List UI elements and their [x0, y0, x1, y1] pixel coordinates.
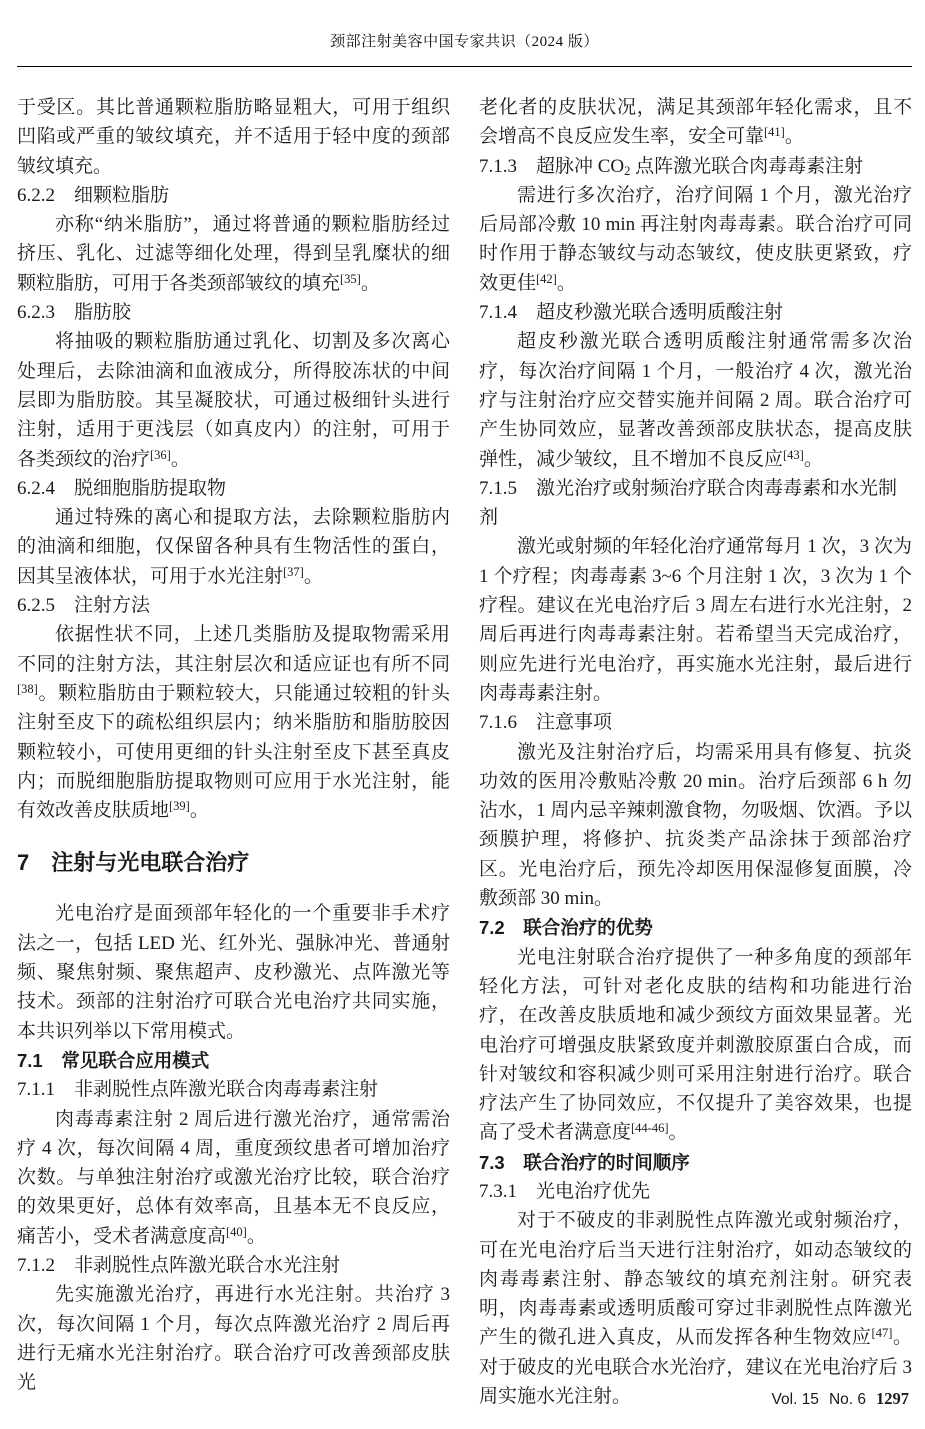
text-run: 。: [803, 448, 823, 470]
text-run: 将抽吸的颗粒脂肪通过乳化、切割及多次离心处理后，去除油滴和血液成分，所得胶冻状的中间层即为脂肪胶。其呈凝胶状，可通过极细针头进行注射，适用于更浅层（如真皮内）的注射，可用于各类颈纹的治疗: [17, 331, 450, 470]
text-run: 肉毒毒素注射 2 周后进行激光治疗，通常需治疗 4 次，每次间隔 4 周，重度颈纹患者可增加治疗次数。与单独注射治疗或激光治疗比较，联合治疗的效果更好，总体有效率高，且基本无不良反应，痛苦小，受术者满意度高: [17, 1108, 450, 1247]
subsection-heading: [17, 298, 450, 327]
text-run: 7.1.2 非剥脱性点阵激光联合水光注射: [17, 1254, 341, 1276]
subsection-heading: [17, 1075, 450, 1104]
text-run: 对于不破皮的非剥脱性点阵激光或射频治疗，可在光电治疗后当天进行注射治疗，如动态皱纹的肉毒毒素注射、静态皱纹的填充剂注射。研究表明，肉毒毒素或透明质酸可穿过非剥脱性点阵激光产生的微孔进入真皮，从而发挥各种生物效应: [479, 1210, 912, 1349]
paragraph: [17, 93, 450, 181]
text-run: 。: [556, 272, 576, 294]
subsection-heading: [479, 1177, 912, 1206]
text-run: 亦称“纳米脂肪”，通过将普通的颗粒脂肪经过挤压、乳化、过滤等细化处理，得到呈乳糜状的细颗粒脂肪，可用于各类颈部皱纹的填充: [17, 214, 450, 294]
text-run: 老化者的皮肤状况，满足其颈部年轻化需求，且不会增高不良反应发生率，安全可靠: [479, 97, 912, 148]
reference-marker: [41]: [764, 125, 785, 140]
text-run: 需进行多次治疗，治疗间隔 1 个月，激光治疗后局部冷敷 10 min 再注射肉毒毒素。联合治疗可同时作用于静态皱纹与动态皱纹，使皮肤更紧致，疗效更佳: [479, 184, 912, 294]
subsection-heading-bold: [479, 913, 912, 942]
text-run: 光电治疗是面颈部年轻化的一个重要非手术疗法之一，包括 LED 光、红外光、强脉冲光、普通射频、聚焦射频、聚焦超声、皮秒激光、点阵激光等技术。颈部的注射治疗可联合光电治疗共同实施，本共识列举以下常用模式。: [17, 903, 450, 1042]
text-run: 点阵激光联合肉毒毒素注射: [630, 155, 864, 177]
text-run: 6.2.2 细颗粒脂肪: [17, 184, 170, 206]
text-run: 依据性状不同，上述几类脂肪及提取物需采用不同的注射方法，其注射层次和适应证也有所不同: [17, 624, 450, 675]
text-run: 于受区。其比普通颗粒脂肪略显粗大，可用于组织凹陷或严重的皱纹填充，并不适用于轻中度的颈部皱纹填充。: [17, 97, 450, 177]
text-run: 。: [668, 1122, 688, 1144]
text-run: 。对于破皮的光电联合水光治疗，建议在光电治疗后 3 周实施水光注射。: [479, 1327, 912, 1408]
text-run: 先实施激光治疗，再进行水光注射。共治疗 3 次，每次间隔 1 个月，每次点阵激光治疗 2 周后再进行无痛水光注射治疗。联合治疗可改善颈部皮肤光: [17, 1284, 450, 1394]
right-column: [479, 93, 912, 1411]
text-run: 。: [170, 448, 190, 470]
text-run: 7.1 常见联合应用模式: [17, 1049, 210, 1071]
subscript: 2: [624, 163, 631, 178]
text-run: 光电注射联合治疗提供了一种多角度的颈部年轻化方法，可针对老化皮肤的结构和功能进行治疗，在改善皮肤质地和减少颈纹方面效果显著。光电治疗可增强皮肤紧致度并刺激胶原蛋白合成，而针对皱纹和容积减少则可采用注射进行治疗。联合疗法产生了协同效应，不仅提升了美容效果，也提高了受术者满意度: [479, 946, 912, 1144]
volume-label: Vol. 15: [771, 1391, 819, 1408]
paragraph: [479, 738, 912, 914]
subsection-heading: [17, 1251, 450, 1280]
article-body: [17, 93, 912, 1411]
text-run: 。: [189, 800, 209, 822]
subsection-heading: [17, 591, 450, 620]
reference-marker: [38]: [17, 681, 38, 696]
text-run: 。: [246, 1225, 266, 1247]
reference-marker: [44-46]: [631, 1121, 669, 1136]
reference-marker: [37]: [283, 564, 304, 579]
paragraph: [479, 943, 912, 1148]
issue-label: No. 6: [828, 1391, 866, 1408]
paragraph: [17, 899, 450, 1045]
header-rule: [17, 66, 912, 67]
text-run: 超皮秒激光联合透明质酸注射通常需多次治疗，每次治疗间隔 1 个月，一般治疗 4 次，激光治疗与注射治疗应交替实施并间隔 2 周。联合治疗可产生协同效应，显著改善颈部皮肤状态，提高皮肤弹性，减少皱纹，且不增加不良反应: [479, 331, 912, 470]
text-run: 7.3.1 光电治疗优先: [479, 1180, 651, 1202]
subsection-heading: [17, 474, 450, 503]
paragraph: [479, 181, 912, 298]
paragraph: [479, 327, 912, 473]
reference-marker: [39]: [169, 799, 190, 814]
reference-marker: [42]: [536, 271, 557, 286]
left-column: [17, 93, 450, 1411]
text-run: 6.2.3 脂肪胶: [17, 302, 132, 324]
text-run: 通过特殊的离心和提取方法，去除颗粒脂肪内的油滴和细胞，仅保留各种具有生物活性的蛋白，因其呈液体状，可用于水光注射: [17, 507, 450, 587]
subsection-heading-bold: [479, 1148, 912, 1177]
page-number: 1297: [876, 1389, 909, 1408]
reference-marker: [43]: [783, 447, 804, 462]
text-run: 激光或射频的年轻化治疗通常每月 1 次，3 次为 1 个疗程；肉毒毒素 3~6 个月注射 1 次，3 次为 1 个疗程。建议在光电治疗后 3 周左右进行水光注射，2 周后再进行肉毒毒素注射。若希望当天完成治疗，则应先进行光电治疗，再实施水光注射，最后进行肉毒毒素注射。: [479, 536, 912, 704]
running-title: 颈部注射美容中国专家共识（2024 版）: [330, 34, 599, 50]
text-run: 。: [360, 272, 380, 294]
paragraph: [17, 327, 450, 473]
text-run: 7.1.3 超脉冲 CO: [479, 155, 625, 177]
subsection-heading: [479, 152, 912, 181]
subsection-heading-bold: [17, 1046, 450, 1075]
subsection-heading: [479, 474, 912, 533]
text-run: 7.1.5 激光治疗或射频治疗联合肉毒毒素和水光制剂: [479, 477, 898, 529]
text-run: 6.2.5 注射方法: [17, 595, 151, 617]
text-run: 7.1.1 非剥脱性点阵激光联合肉毒毒素注射: [17, 1079, 379, 1101]
subsection-heading: [17, 181, 450, 210]
paragraph: [479, 532, 912, 708]
text-run: 。: [784, 126, 804, 148]
paragraph: [17, 210, 450, 298]
paragraph: [17, 1280, 450, 1397]
text-run: 7.1.6 注意事项: [479, 712, 613, 734]
text-run: 。: [303, 565, 323, 587]
reference-marker: [36]: [150, 447, 171, 462]
text-run: 。颗粒脂肪由于颗粒较大，只能通过较粗的针头注射至皮下的疏松组织层内；纳米脂肪和脂肪胶因颗粒较小，可使用更细的针头注射至皮下甚至真皮内；而脱细胞脂肪提取物则可应用于水光注射，能有效改善皮肤质地: [17, 682, 450, 822]
paragraph: [17, 503, 450, 591]
reference-marker: [40]: [226, 1224, 247, 1239]
text-run: 6.2.4 脱细胞脂肪提取物: [17, 477, 227, 499]
paragraph: [17, 1105, 450, 1251]
reference-marker: [47]: [871, 1326, 893, 1341]
paragraph: [479, 93, 912, 152]
page-header: [17, 34, 912, 67]
subsection-heading: [479, 298, 912, 327]
text-run: 7.1.4 超皮秒激光联合透明质酸注射: [479, 302, 784, 324]
subsection-heading: [479, 708, 912, 737]
text-run: 7.3 联合治疗的时间顺序: [479, 1151, 690, 1173]
paragraph: [17, 620, 450, 825]
text-run: 7.2 联合治疗的优势: [479, 917, 653, 939]
text-run: 7 注射与光电联合治疗: [17, 850, 250, 876]
page-footer: [772, 1389, 909, 1409]
text-run: 激光及注射治疗后，均需采用具有修复、抗炎功效的医用冷敷贴冷敷 20 min。治疗后颈部 6 h 勿沾水，1 周内忌辛辣刺激食物，勿吸烟、饮酒。予以颈膜护理，将修护、抗炎类产品涂抹于颈部治疗区。光电治疗后，预先冷却医用保湿修复面膜，冷敷颈部 30 min。: [479, 741, 912, 910]
reference-marker: [35]: [340, 271, 361, 286]
paragraph: [479, 1206, 912, 1411]
section-heading: [17, 848, 450, 878]
